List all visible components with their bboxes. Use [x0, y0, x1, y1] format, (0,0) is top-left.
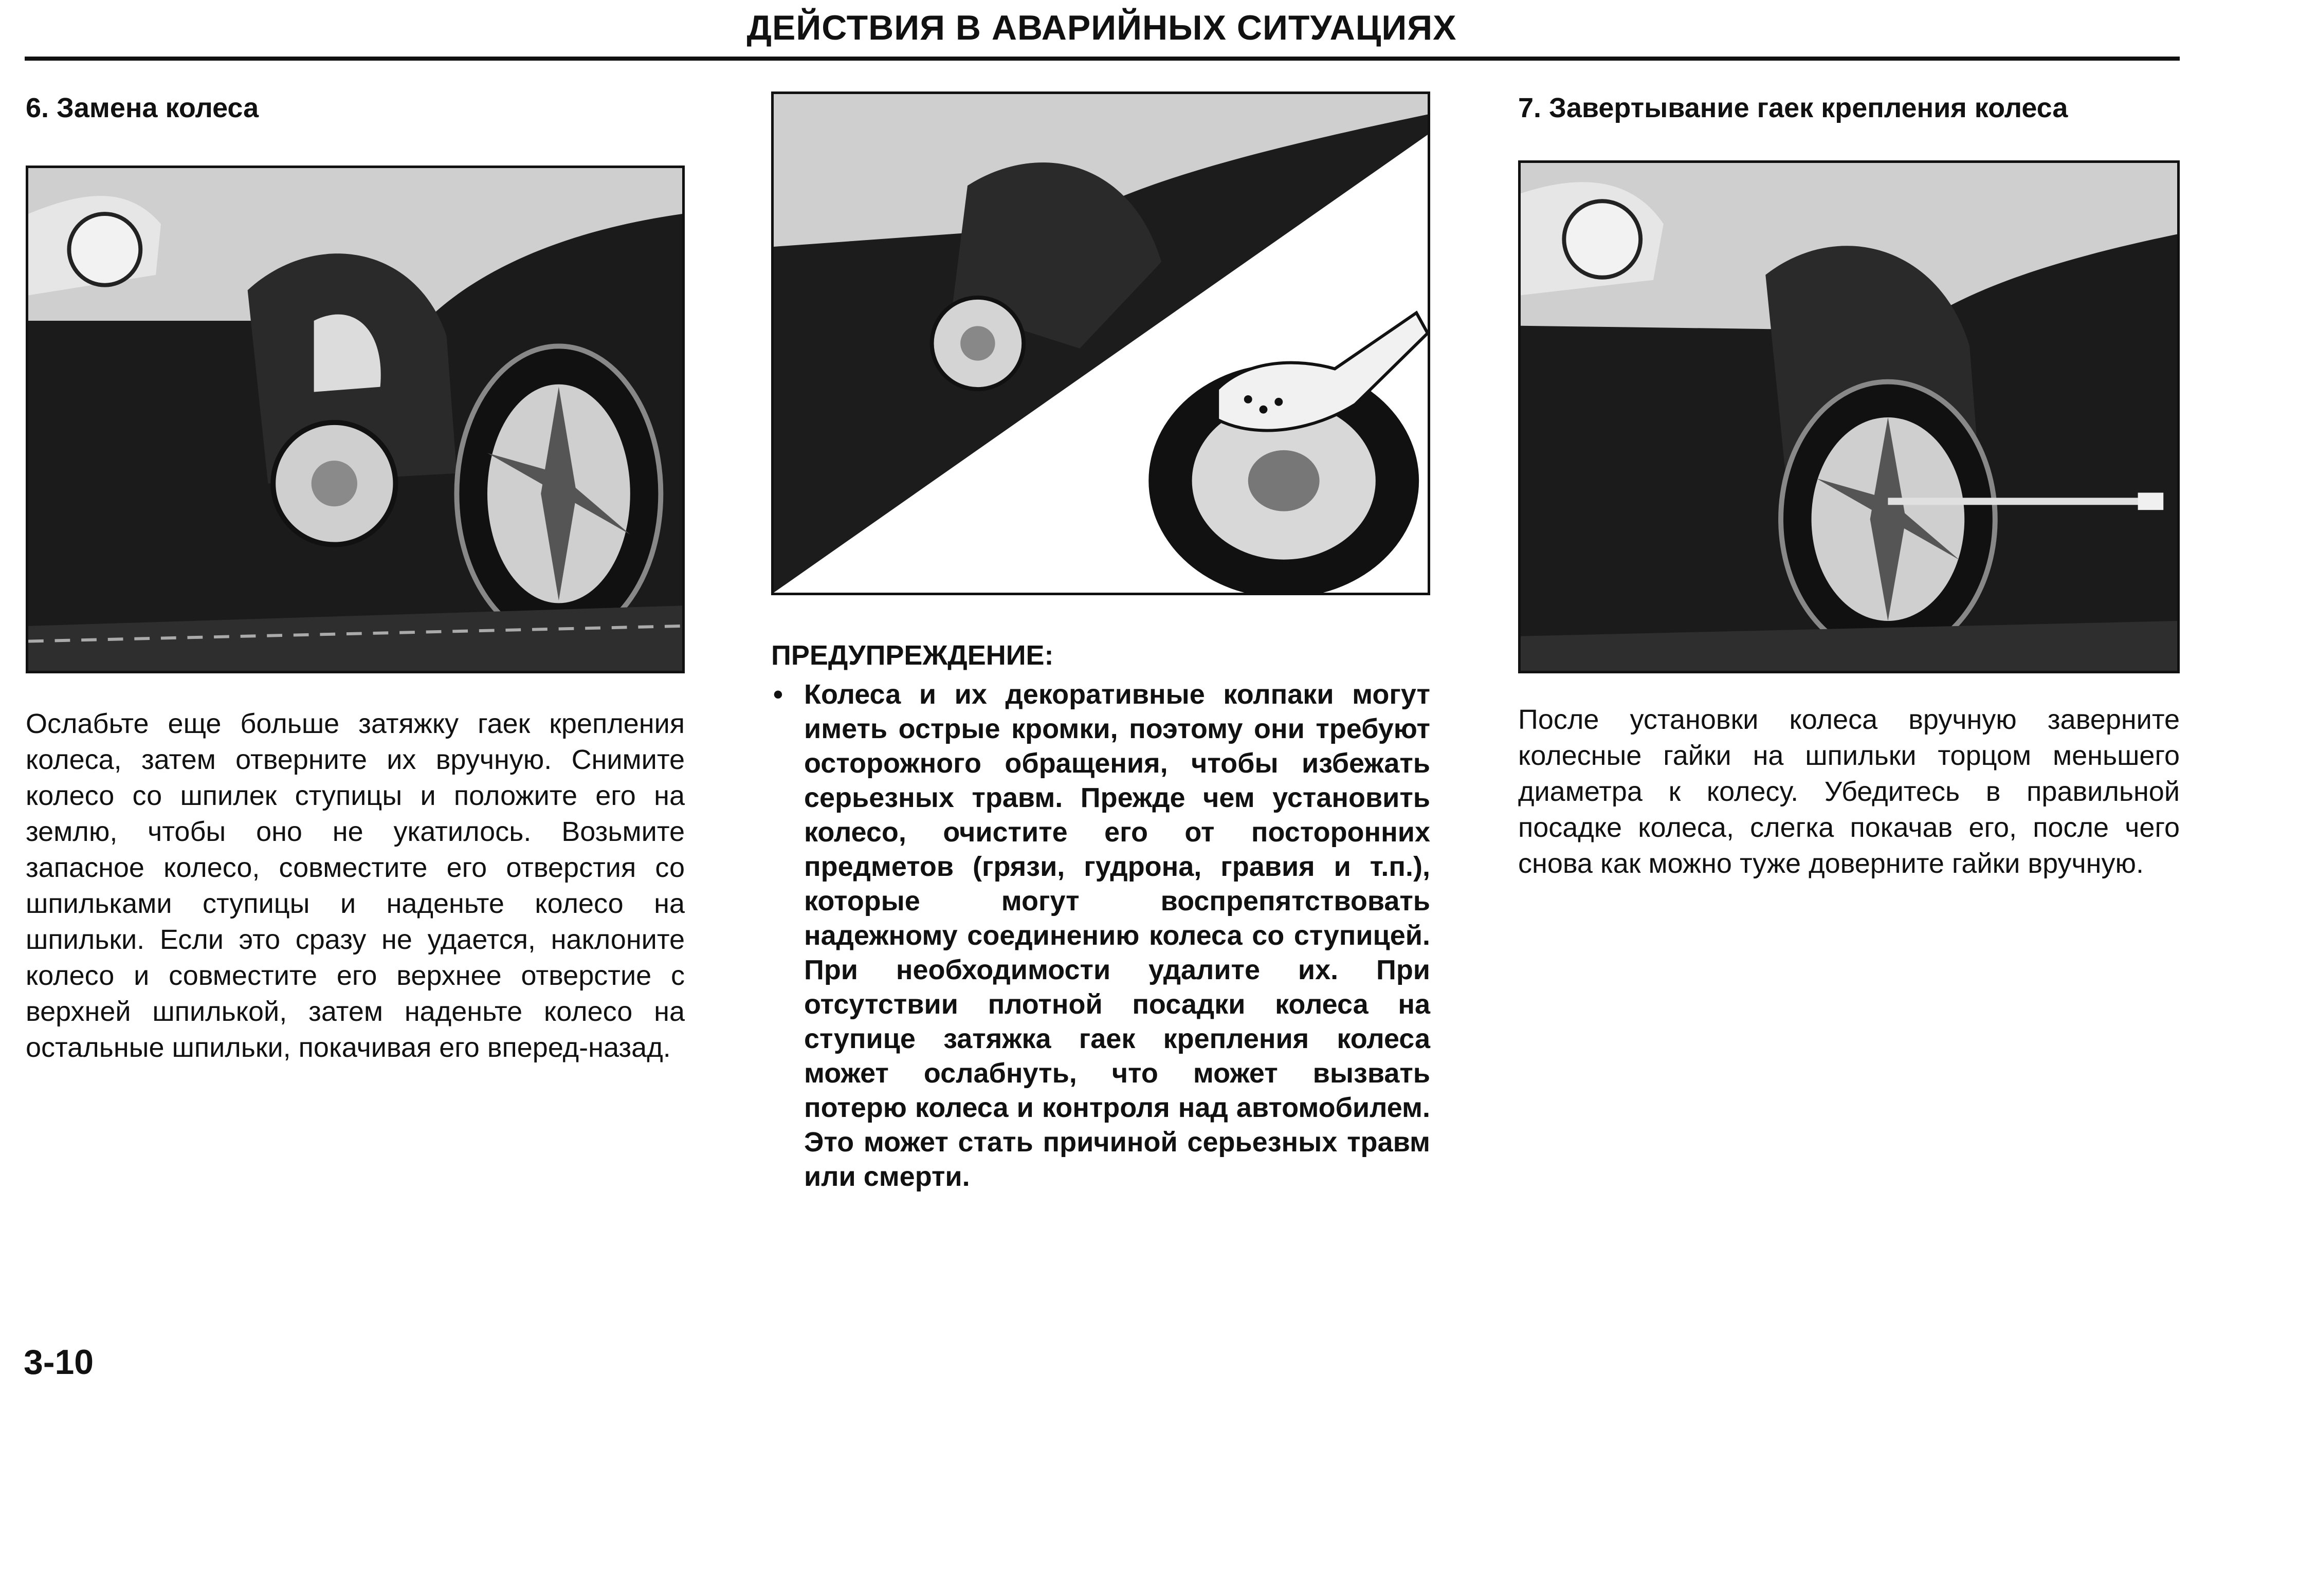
car-illustration-2 — [774, 94, 1428, 593]
warning-bullet: • — [773, 679, 783, 710]
figure-hub-without-wheel — [26, 166, 685, 673]
page-title: ДЕЙСТВИЯ В АВАРИЙНЫХ СИТУАЦИЯХ — [746, 8, 1457, 47]
section-title-wheel-change: 6. Замена колеса — [26, 93, 259, 123]
figure-spare-wheel-cleaning — [771, 91, 1430, 595]
car-illustration-3 — [1521, 163, 2177, 671]
warning-text: Колеса и их декоративные колпаки могут иметь острые кромки, поэтому они требуют осторожного обращения, чтобы избежать серьезных травм. Прежде чем установить колесо, очистите его от посторонних предметов (грязи, гудрона, гравия и т.п.), которые могут воспрепятствовать надежному соединению колеса со ступицей. При необходимости удалите их. При отсутствии плотной посадки колеса на ступице затяжка гаек крепления колеса может ослабнуть, что может вызвать потерю колеса и контроля над автомобилем. Это может стать причиной серьезных травм или смерти. — [804, 679, 1430, 1192]
section-title-tighten-nuts: 7. Завертывание гаек крепления колеса — [1518, 93, 2068, 123]
page-number: 3-10 — [24, 1343, 94, 1382]
header-divider — [25, 57, 2180, 61]
warning-heading: ПРЕДУПРЕЖДЕНИЕ: — [771, 640, 1054, 671]
car-illustration-1 — [28, 168, 682, 671]
figure-tighten-nuts — [1518, 160, 2180, 673]
instruction-text-wheel-change: Ослабьте еще больше затяжку гаек крепления колеса, затем отверните их вручную. Снимите колесо со шпилек ступицы и положите его на землю, чтобы оно не укатилось. Возьмите запасное колесо, совместите его отверстия со шпильками ступицы и наденьте колесо на шпильки. Если это сразу не удается, наклоните колесо и совместите его верхнее отверстие с верхней шпилькой, затем наденьте колесо на остальные шпильки, покачивая его вперед-назад. — [26, 708, 685, 1063]
instruction-text-tighten-nuts: После установки колеса вручную заверните колесные гайки на шпильки торцом меньшего диаметра к колесу. Убедитесь в правильной посадке колеса, слегка покачав его, после чего снова как можно туже доверните гайки вручную. — [1518, 704, 2180, 879]
